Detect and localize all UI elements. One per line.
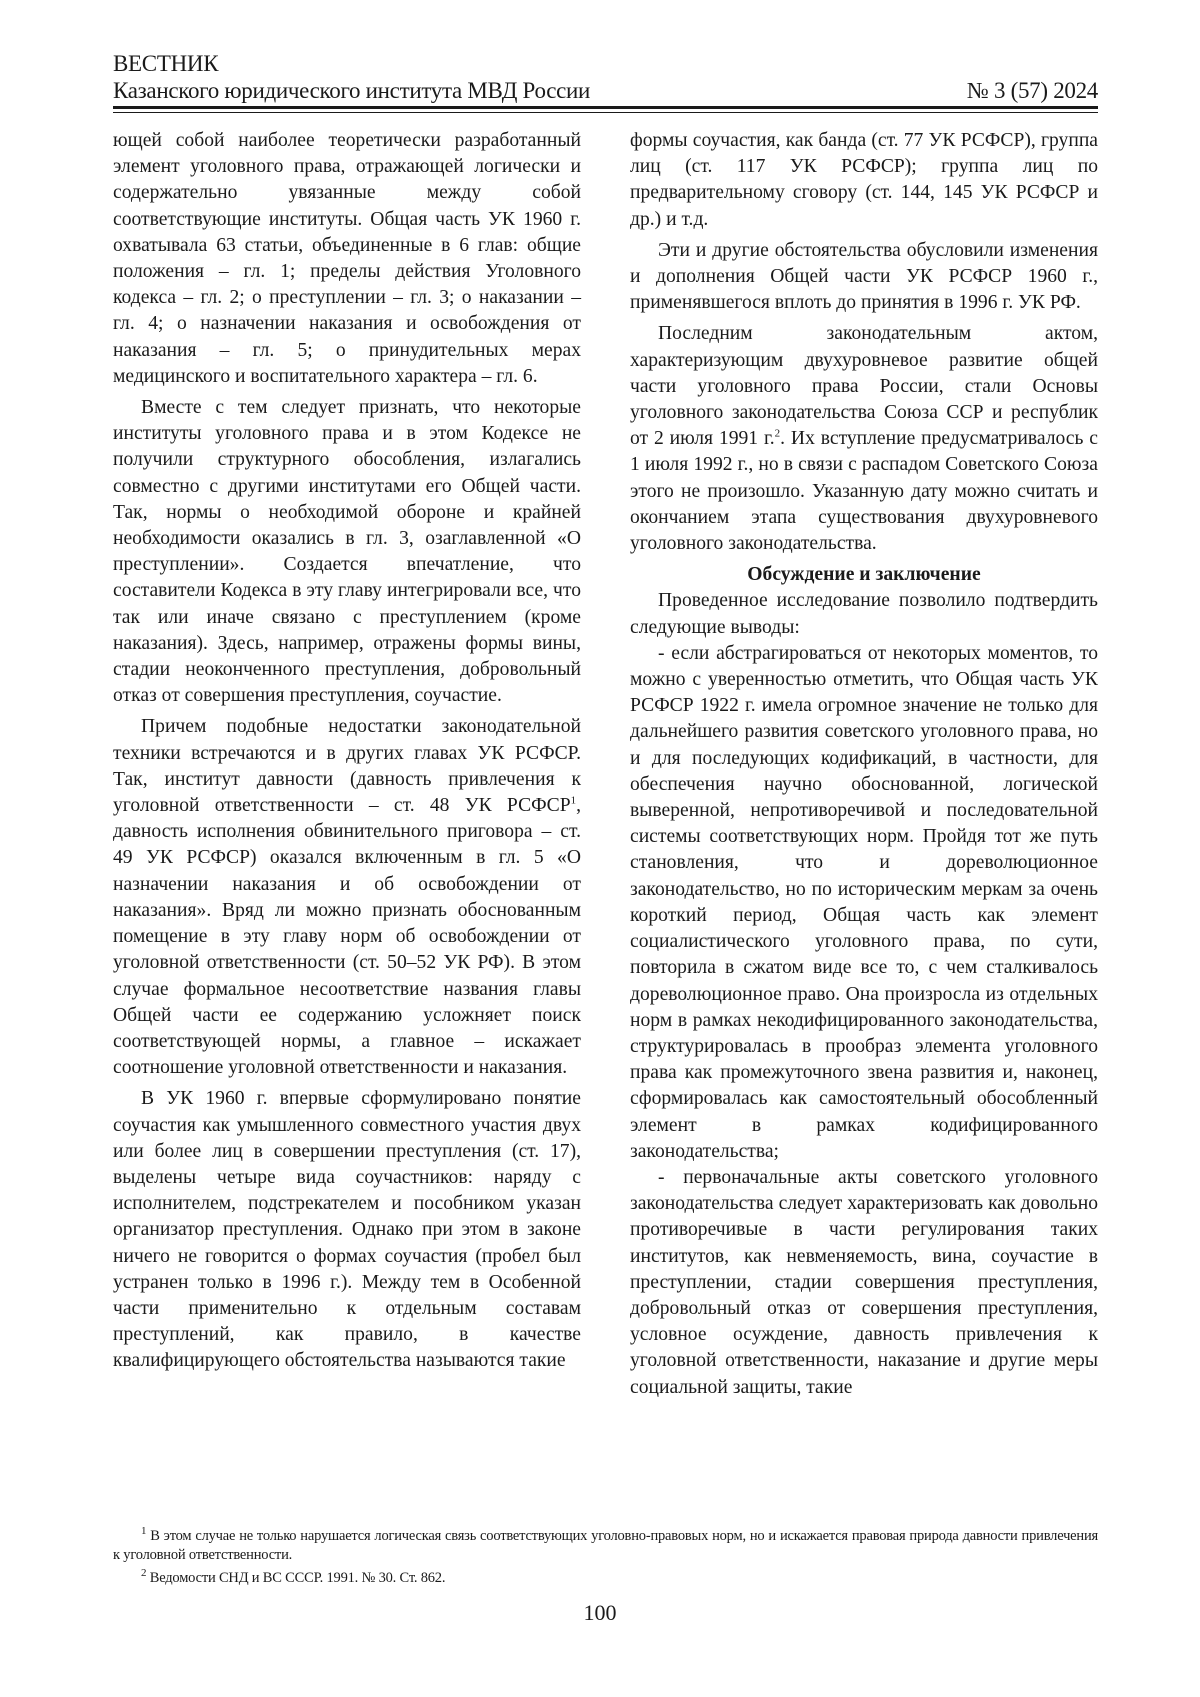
page-number: 100: [583, 1600, 617, 1625]
paragraph: формы соучастия, как банда (ст. 77 УК РСФСР), группа лиц (ст. 117 УК РСФСР); группа лиц по предварительному сговору (ст. 144, 145 УК РСФСР и др.) и т.д.: [630, 130, 1098, 230]
right-column: [630, 128, 1098, 1406]
running-header: [113, 50, 1098, 105]
paragraph-text: Последним законодательным актом, характеризующим двухуровневое развитие общей части уголовного права России, стали Основы уголовного законодательства Союза ССР и республик от 2 июля 1991 г.: [630, 323, 1098, 450]
footnote-1: [113, 1527, 1098, 1565]
journal-subtitle-row: [113, 77, 1098, 105]
paragraph: Вместе с тем следует признать, что некоторые институты уголовного права и в этом Кодексе не получили структурного обособления, излагались совместно с другими институтами его Общей части. Так, нормы о необходимой обороне и крайней необходимости оказались в гл. 3, озаглавленной «О преступлении». Создается впечатление, что составители Кодекса в эту главу интегрировали все, что так или иначе связано с преступлением (кроме наказания). Здесь, например, отражены формы вины, стадии неоконченного преступления, добровольный отказ от совершения преступления, соучастие.: [113, 397, 581, 707]
footnote-text: Ведомости СНД и ВС СССР. 1991. № 30. Ст. 862.: [146, 1570, 446, 1586]
footnote-ref[interactable]: 1: [570, 794, 577, 807]
paragraph: Эти и другие обстоятельства обусловили изменения и дополнения Общей части УК РСФСР 1960 г., применявшегося вплоть до принятия в 1996 г. УК РФ.: [630, 239, 1098, 314]
paragraph: Проведенное исследование позволило подтвердить следующие выводы:: [630, 590, 1098, 638]
paragraph: ющей собой наиболее теоретически разработанный элемент уголовного права, отражающей логически и содержательно увязанные между собой соответствующие институты. Общая часть УК 1960 г. охватывала 63 статьи, объединенные в 6 глав: общие положения – гл. 1; пределы действия Уголовного кодекса – гл. 2; о преступлении – гл. 3; о наказании – гл. 4; о назначении наказания и освобождения от наказания – гл. 5; о принудительных мерах медицинского и воспитательного характера – гл. 6.: [113, 130, 581, 387]
footnote-text: В этом случае не только нарушается логическая связь соответствующих уголовно-правовых норм, но и искажается правовая природа давности привлечения к уголовной ответственности.: [113, 1528, 1098, 1563]
left-column: [113, 128, 581, 1406]
footnotes: [113, 1527, 1098, 1592]
issue-number: № 3 (57) 2024: [966, 78, 1098, 103]
paragraph: В УК 1960 г. впервые сформулировано понятие соучастия как умышленного совместного участия двух или более лиц в совершении преступления (ст. 17), выделены четыре вида соучастников: наряду с исполнителем, подстрекателем и пособником указан организатор преступления. Однако при этом в законе ничего не говорится о формах соучастия (пробел был устранен только в 1996 г.). Между тем в Особенной части применительно к отдельным составам преступлений, как правило, в качестве квалифицирующего обстоятельства называются такие: [113, 1088, 581, 1372]
paragraph-text: . Их вступление предусматривалось с 1 июля 1992 г., но в связи с распадом Советского Союза этого не произошло. Указанную дату можно считать и окончанием этапа существования двухуровневого уголовного законодательства.: [630, 428, 1098, 555]
conclusion-item: - если абстрагироваться от некоторых моментов, то можно с уверенностью отметить, что Общая часть УК РСФСР 1922 г. имела огромное значение не только для дальнейшего развития советского уголовного права, но и для последующих кодификаций, в частности, для обеспечения научно обоснованной, логической выверенной, непротиворечивой и последовательной системы соответствующих норм. Пройдя тот же путь становления, что и дореволюционное законодательство, но по историческим меркам за очень короткий период, Общая часть как элемент социалистического уголовного права, по сути, повторила в сжатом виде все то, с чем сталкивалось дореволюционное право. Она произросла из отдельных норм в рамках некодифицированного законодательства, структурировалась в прообраз элемента уголовного права как промежуточного звена развития и, наконец, сформировалась как самостоятельный обособленный элемент в рамках кодифицированного законодательства;: [630, 642, 1098, 1162]
journal-name: ВЕСТНИК: [113, 51, 219, 76]
body-columns: [113, 128, 1098, 1406]
section-heading: Обсуждение и заключение: [747, 564, 981, 586]
paragraph-text: , давность исполнения обвинительного приговора – ст. 49 УК РСФСР) оказался включенным в гл. 5 «О назначении наказания и об освобождении от наказания». Вряд ли можно признать обоснованным помещение в эту главу норм об освобождении от уголовной ответственности (ст. 50–52 УК РФ). В этом случае формальное несоответствие названия главы Общей части ее содержанию усложняет поиск соответствующей нормы, а главное – искажает соотношение уголовной ответственности и наказания.: [113, 795, 581, 1079]
footnote-number: 1: [141, 1525, 147, 1538]
paragraph: [630, 321, 1098, 557]
paragraph: [113, 714, 581, 1081]
paragraph-text: Причем подобные недостатки законодательной техники встречаются и в других главах УК РСФСР. Так, институт давности (давность привлечения к уголовной ответственности – ст. 48 УК РСФСР: [113, 716, 581, 817]
footnote-ref[interactable]: 2: [774, 427, 781, 440]
journal-subtitle: Казанского юридического института МВД России: [113, 78, 591, 103]
header-double-rule: [113, 106, 1098, 113]
footnote-number: 2: [141, 1567, 147, 1580]
footnote-2: [113, 1569, 1098, 1588]
conclusion-item: - первоначальные акты советского уголовного законодательства следует характеризовать как довольно противоречивые в части регулирования таких институтов, как невменяемость, вина, соучастие в преступлении, стадии совершения преступления, добровольный отказ от совершения преступления, условное осуждение, давность привлечения к уголовной ответственности, наказание и другие меры социальной защиты, такие: [630, 1166, 1098, 1398]
